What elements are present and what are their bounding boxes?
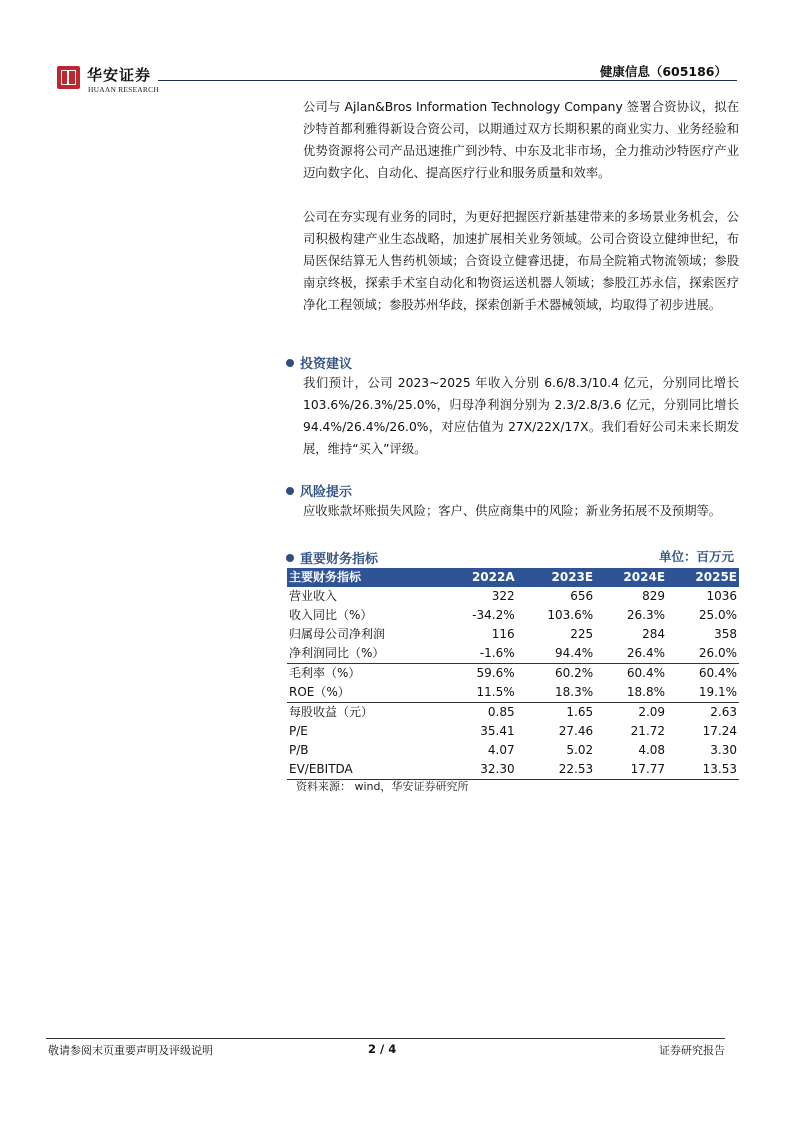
paragraph-joint-venture: 公司与 Ajlan&Bros Information Technology Company 签署合资协议，拟在沙特首都利雅得新设合资公司，以期通过双方长期积累的商业实力、业务经验和优势资源将公司产品迅速推广到沙特、中东及北非市场，全力推动沙特医疗产业迈向数字化、自动化、提高医疗行业和服务质量和效率。: [303, 100, 739, 181]
report-title: 健康信息（605186）: [599, 64, 727, 79]
section-risk-heading: 风险提示: [286, 481, 352, 500]
bullet-icon: [286, 487, 294, 495]
paragraph-ecosystem: 公司在夯实现有业务的同时，为更好把握医疗新基建带来的多场景业务机会，公司积极构建产业生态战略，加速扩展相关业务领域。公司合资设立健绅世纪，布局医保结算无人售药机领域；合资设立健睿迅捷，布局全院箱式物流领域；参股南京终极，探索手术室自动化和物资运送机器人领域；参股江苏永信，探索医疗净化工程领域；参股苏州华歧，探索创新手术器械领域，均取得了初步进展。: [303, 210, 739, 313]
financial-table: [287, 568, 739, 780]
column-header: 主要财务指标: [287, 568, 443, 587]
table-row: 净利润同比（%） -1.6% 94.4% 26.4% 26.0%: [289, 646, 737, 660]
invest-text: 我们预计，公司 2023~2025 年收入分别 6.6/8.3/10.4 亿元，分别同比增长 103.6%/26.3%/25.0%，归母净利润分别为 2.3/2.8/3.6 亿元，分别同比增长 94.4%/26.4%/26.0%，对应估值为 27X/22X/17X。我们看好公司未来长期发展，维持“买入”评级。: [303, 376, 739, 457]
table-row: EV/EBITDA 32.30 22.53 17.77 13.53: [287, 760, 739, 780]
column-header: 2022A: [443, 568, 517, 587]
risk-text: 应收账款坏账损失风险；客户、供应商集中的风险；新业务拓展不及预期等。: [303, 504, 722, 518]
table-header-row: [287, 568, 739, 587]
logo-icon: [57, 66, 80, 89]
logo-subtext: HUAAN RESEARCH: [88, 85, 159, 94]
unit-label: 单位：百万元: [658, 549, 734, 564]
logo-text: 华安证券: [87, 66, 152, 84]
bullet-icon: [286, 359, 294, 367]
column-header: 2025E: [667, 568, 739, 587]
table-row: 归属母公司净利润 116 225 284 358: [289, 627, 737, 641]
column-header: 2023E: [517, 568, 595, 587]
table-source: 资料来源： wind，华安证券研究所: [296, 780, 469, 793]
section-financials-heading: 重要财务指标: [286, 548, 378, 567]
table-row: 收入同比（%） -34.2% 103.6% 26.3% 25.0%: [289, 608, 737, 622]
column-header: 2024E: [595, 568, 667, 587]
table-row: 营业收入 322 656 829 1036: [289, 589, 737, 603]
header-divider: [158, 80, 737, 81]
bullet-icon: [286, 554, 294, 562]
footer-report-type: 证券研究报告: [659, 1044, 725, 1057]
page-number: 2 / 4: [368, 1042, 397, 1056]
table-row: 毛利率（%） 59.6% 60.2% 60.4% 60.4%: [287, 664, 739, 684]
table-row: 每股收益（元） 0.85 1.65 2.09 2.63: [287, 703, 739, 723]
table-row: ROE（%） 11.5% 18.3% 18.8% 19.1%: [289, 685, 737, 699]
footer-divider: [46, 1038, 725, 1039]
table-row: P/E 35.41 27.46 21.72 17.24: [289, 724, 737, 738]
footer-disclaimer: 敬请参阅末页重要声明及评级说明: [48, 1044, 213, 1057]
section-invest-heading: 投资建议: [286, 353, 352, 372]
table-row: P/B 4.07 5.02 4.08 3.30: [289, 743, 737, 757]
